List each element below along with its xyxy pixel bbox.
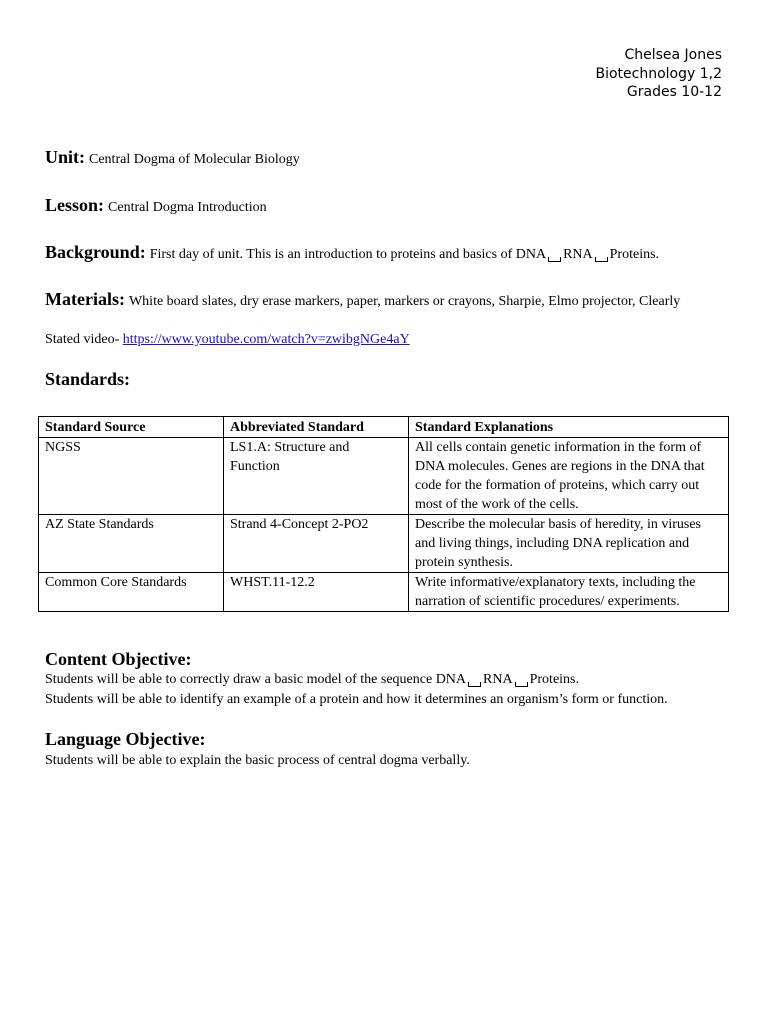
standards-heading: Standards: — [45, 369, 131, 389]
teacher-name: Chelsea Jones — [624, 47, 722, 63]
lesson-label: Lesson: — [45, 195, 105, 215]
background-text: First day of unit. This is an introduction to proteins and basics of DNA — [149, 247, 547, 262]
table-row — [39, 438, 729, 515]
standard-source: AZ State Standards — [39, 515, 224, 573]
lesson-line — [45, 195, 267, 216]
lesson-value: Central Dogma Introduction — [108, 200, 267, 215]
arrow-icon — [595, 257, 608, 262]
background-line — [45, 242, 659, 263]
unit-line — [45, 147, 300, 168]
column-header: Standard Source — [39, 417, 224, 438]
materials-line — [45, 289, 680, 310]
standard-abbrev: LS1.A: Structure and Function — [224, 438, 409, 515]
standard-abbrev: WHST.11-12.2 — [224, 573, 409, 612]
standard-abbrev: Strand 4-Concept 2-PO2 — [224, 515, 409, 573]
table-header-row — [39, 417, 729, 438]
standard-source: NGSS — [39, 438, 224, 515]
materials-label: Materials: — [45, 289, 125, 309]
video-prefix: Stated video- — [45, 332, 123, 347]
table-row — [39, 573, 729, 612]
content-objective-line-1: Students will be able to correctly draw a basic model of the sequence DNA RNA Proteins. — [45, 672, 579, 687]
standards-table — [38, 416, 729, 612]
table-row — [39, 515, 729, 573]
video-link[interactable]: https://www.youtube.com/watch?v=zwibgNGe4aY — [122, 332, 410, 347]
column-header: Abbreviated Standard — [224, 417, 409, 438]
background-proteins: Proteins. — [609, 247, 660, 262]
language-objective-heading: Language Objective: — [45, 729, 206, 749]
unit-label: Unit: — [45, 147, 85, 167]
language-objective-line-1: Students will be able to explain the basic process of central dogma verbally. — [45, 753, 470, 768]
materials-value: White board slates, dry erase markers, paper, markers or crayons, Sharpie, Elmo projector, Clearly — [128, 294, 681, 309]
arrow-icon — [468, 682, 481, 687]
standard-explanation: All cells contain genetic information in the form of DNA molecules. Genes are regions in the DNA that code for the formation of proteins, which carry out most of the work of the cells. — [409, 438, 729, 515]
column-header: Standard Explanations — [409, 417, 729, 438]
document-header — [595, 46, 722, 102]
background-rna: RNA — [563, 247, 593, 262]
background-label: Background: — [45, 242, 146, 262]
arrow-icon — [515, 682, 528, 687]
content-objective-line-2: Students will be able to identify an example of a protein and how it determines an organism’s form or function. — [45, 692, 668, 707]
standard-explanation: Describe the molecular basis of heredity, in viruses and living things, including DNA replication and protein synthesis. — [409, 515, 729, 573]
materials-line-2 — [45, 332, 410, 348]
content-objective-heading: Content Objective: — [45, 649, 192, 669]
standard-source: Common Core Standards — [39, 573, 224, 612]
unit-value: Central Dogma of Molecular Biology — [89, 152, 300, 167]
grade-levels: Grades 10-12 — [626, 84, 722, 100]
course-name: Biotechnology 1,2 — [595, 65, 722, 82]
arrow-icon — [548, 257, 561, 262]
standard-explanation: Write informative/explanatory texts, including the narration of scientific procedures/ experiments. — [409, 573, 729, 612]
